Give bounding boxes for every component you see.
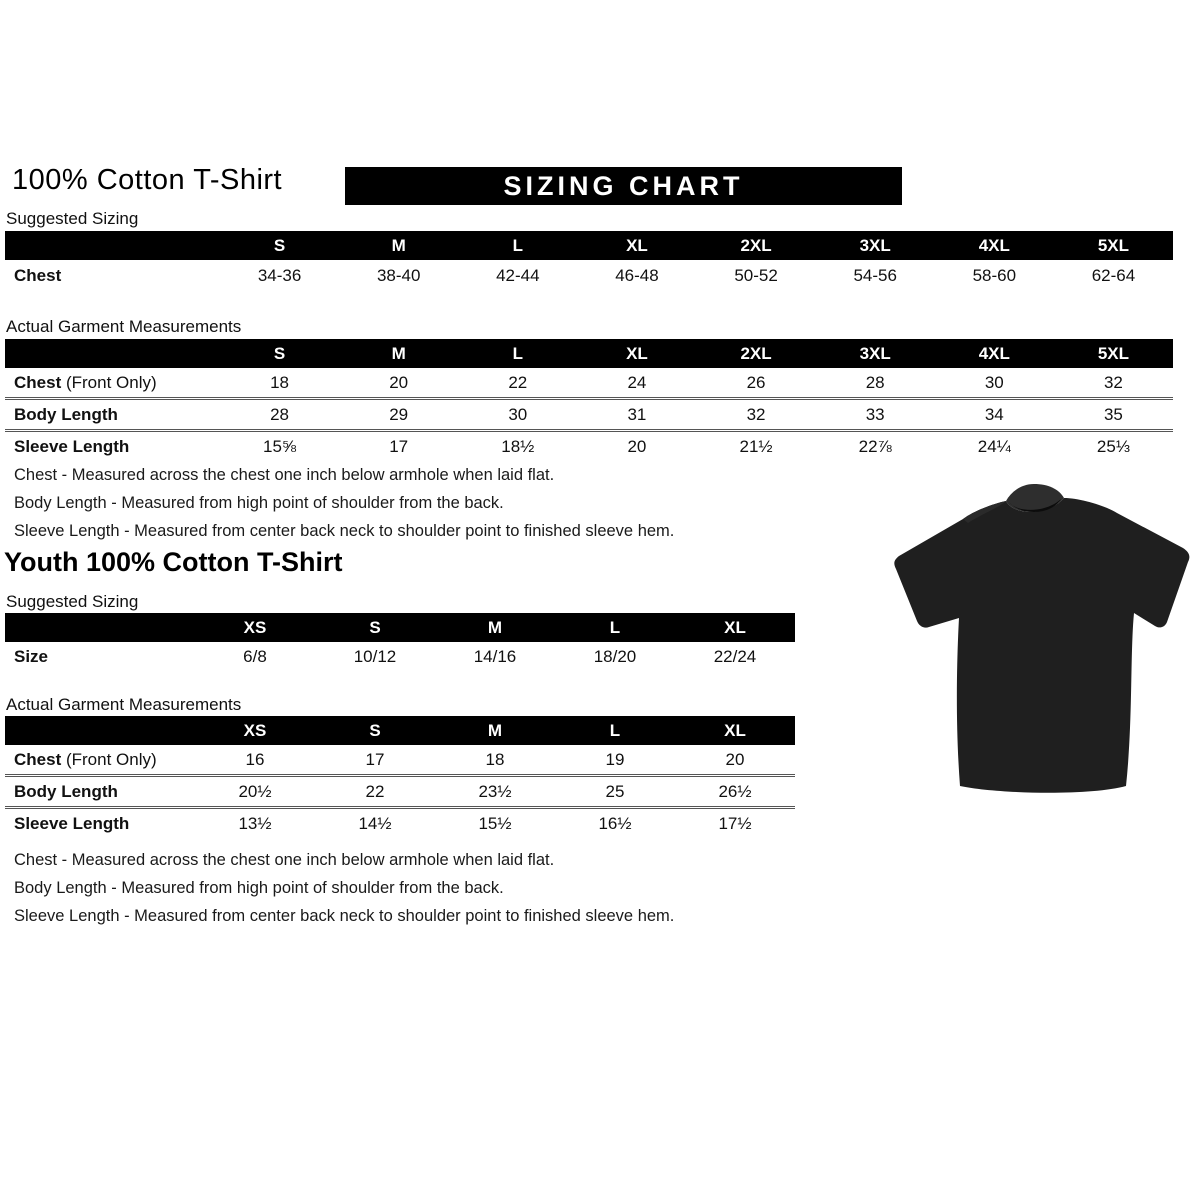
column-header: L (458, 231, 577, 260)
column-header: M (339, 231, 458, 260)
corner-cell (5, 231, 220, 260)
black-tshirt-image (880, 455, 1200, 815)
value-cell: 19 (605, 749, 625, 769)
table-header-row (5, 231, 1173, 260)
value-cell: 26 (746, 372, 766, 392)
column-header: 5XL (1054, 231, 1173, 260)
value-cell: 16 (245, 749, 265, 769)
note-line: Body Length - Measured from high point of shoulder from the back. (14, 494, 504, 512)
value-cell: 25⅓ (1054, 431, 1173, 462)
note-line: Sleeve Length - Measured from center back neck to shoulder point to finished sleeve hem. (14, 522, 675, 540)
table-row (5, 368, 1173, 399)
value-cell: 58-60 (972, 266, 1017, 285)
value-cell: 17½ (675, 808, 795, 839)
value-cell: 18½ (458, 431, 577, 462)
column-header: XL (577, 231, 696, 260)
adult-measurements-label: Actual Garment Measurements (6, 317, 242, 336)
table-row (5, 808, 795, 839)
value-cell: 20½ (195, 776, 315, 808)
table-row (5, 745, 795, 776)
table-row (5, 399, 1173, 431)
adult-suggested-sizing-label: Suggested Sizing (6, 209, 139, 228)
page-title: 100% Cotton T-Shirt (12, 164, 283, 196)
row-label: Size (14, 646, 49, 666)
column-header: S (220, 339, 339, 368)
value-cell: 22 (508, 372, 528, 392)
column-header: 4XL (935, 339, 1054, 368)
value-cell: 18 (270, 372, 290, 392)
note-line: Body Length - Measured from high point of shoulder from the back. (14, 879, 504, 897)
row-label: Chest (14, 266, 62, 285)
value-cell: 16½ (555, 808, 675, 839)
column-header: XL (675, 613, 795, 642)
value-cell: 18 (485, 749, 505, 769)
row-label: Body Length (5, 399, 220, 431)
value-cell: 20 (389, 372, 409, 392)
value-cell: 34-36 (257, 266, 302, 285)
value-cell: 34 (935, 399, 1054, 431)
value-cell: 32 (1103, 372, 1123, 392)
youth-measurement-notes (14, 846, 674, 930)
table-row (5, 260, 1173, 292)
youth-suggested-sizing-label: Suggested Sizing (6, 592, 139, 611)
note-line: Chest - Measured across the chest one inch below armhole when laid flat. (14, 466, 555, 484)
value-cell: 30 (984, 372, 1004, 392)
value-cell: 18/20 (593, 646, 637, 666)
column-header: S (220, 231, 339, 260)
column-header: 3XL (816, 339, 935, 368)
youth-measurements-table (5, 716, 795, 838)
sizing-chart-banner-text: SIZING CHART (503, 170, 744, 201)
column-header: XS (195, 716, 315, 745)
value-cell: 15½ (435, 808, 555, 839)
value-cell: 30 (458, 399, 577, 431)
column-header: M (435, 716, 555, 745)
value-cell: 14/16 (473, 646, 517, 666)
value-cell: 17 (339, 431, 458, 462)
table-header-row (5, 339, 1173, 368)
value-cell: 38-40 (376, 266, 421, 285)
table-row (5, 776, 795, 808)
value-cell: 28 (865, 372, 885, 392)
value-cell: 14½ (315, 808, 435, 839)
column-header: M (435, 613, 555, 642)
value-cell: 21½ (697, 431, 816, 462)
adult-measurement-notes (14, 461, 674, 545)
row-label: Chest (Front Only) (14, 372, 157, 392)
value-cell: 15⅝ (220, 431, 339, 462)
value-cell: 46-48 (615, 266, 659, 285)
column-header: 4XL (935, 231, 1054, 260)
adult-measurements-table (5, 339, 1173, 461)
column-header: S (315, 613, 435, 642)
value-cell: 28 (220, 399, 339, 431)
value-cell: 13½ (195, 808, 315, 839)
value-cell: 26½ (675, 776, 795, 808)
column-header: XL (577, 339, 696, 368)
value-cell: 22⅞ (816, 431, 935, 462)
value-cell: 62-64 (1091, 266, 1136, 285)
value-cell: 23½ (435, 776, 555, 808)
note-line: Sleeve Length - Measured from center back neck to shoulder point to finished sleeve hem. (14, 907, 675, 925)
value-cell: 24¼ (935, 431, 1054, 462)
table-row (5, 642, 795, 671)
row-label: Sleeve Length (5, 808, 195, 839)
row-label: Body Length (5, 776, 195, 808)
value-cell: 6/8 (243, 646, 267, 666)
column-header: L (458, 339, 577, 368)
corner-cell (5, 339, 220, 368)
value-cell: 42-44 (496, 266, 540, 285)
corner-cell (5, 716, 195, 745)
column-header: L (555, 716, 675, 745)
column-header: 2XL (697, 231, 816, 260)
value-cell: 24 (627, 372, 647, 392)
value-cell: 20 (725, 749, 745, 769)
value-cell: 22/24 (713, 646, 757, 666)
column-header: 5XL (1054, 339, 1173, 368)
value-cell: 50-52 (734, 266, 778, 285)
column-header: 3XL (816, 231, 935, 260)
value-cell: 29 (339, 399, 458, 431)
tshirt-body (894, 498, 1189, 793)
value-cell: 22 (315, 776, 435, 808)
youth-title: Youth 100% Cotton T-Shirt (4, 547, 343, 577)
column-header: M (339, 339, 458, 368)
sizing-chart-banner (345, 167, 902, 205)
row-label: Sleeve Length (5, 431, 220, 462)
column-header: L (555, 613, 675, 642)
value-cell: 54-56 (853, 266, 897, 285)
value-cell: 10/12 (353, 646, 397, 666)
youth-suggested-table (5, 613, 795, 671)
table-header-row (5, 613, 795, 642)
value-cell: 25 (555, 776, 675, 808)
value-cell: 33 (816, 399, 935, 431)
youth-measurements-label: Actual Garment Measurements (6, 695, 242, 714)
value-cell: 20 (577, 431, 696, 462)
table-header-row (5, 716, 795, 745)
value-cell: 35 (1054, 399, 1173, 431)
column-header: XS (195, 613, 315, 642)
value-cell: 17 (365, 749, 385, 769)
column-header: S (315, 716, 435, 745)
row-label: Chest (Front Only) (14, 749, 157, 769)
note-line: Chest - Measured across the chest one inch below armhole when laid flat. (14, 851, 555, 869)
corner-cell (5, 613, 195, 642)
value-cell: 31 (577, 399, 696, 431)
value-cell: 32 (697, 399, 816, 431)
column-header: XL (675, 716, 795, 745)
column-header: 2XL (697, 339, 816, 368)
adult-suggested-table (5, 231, 1173, 292)
